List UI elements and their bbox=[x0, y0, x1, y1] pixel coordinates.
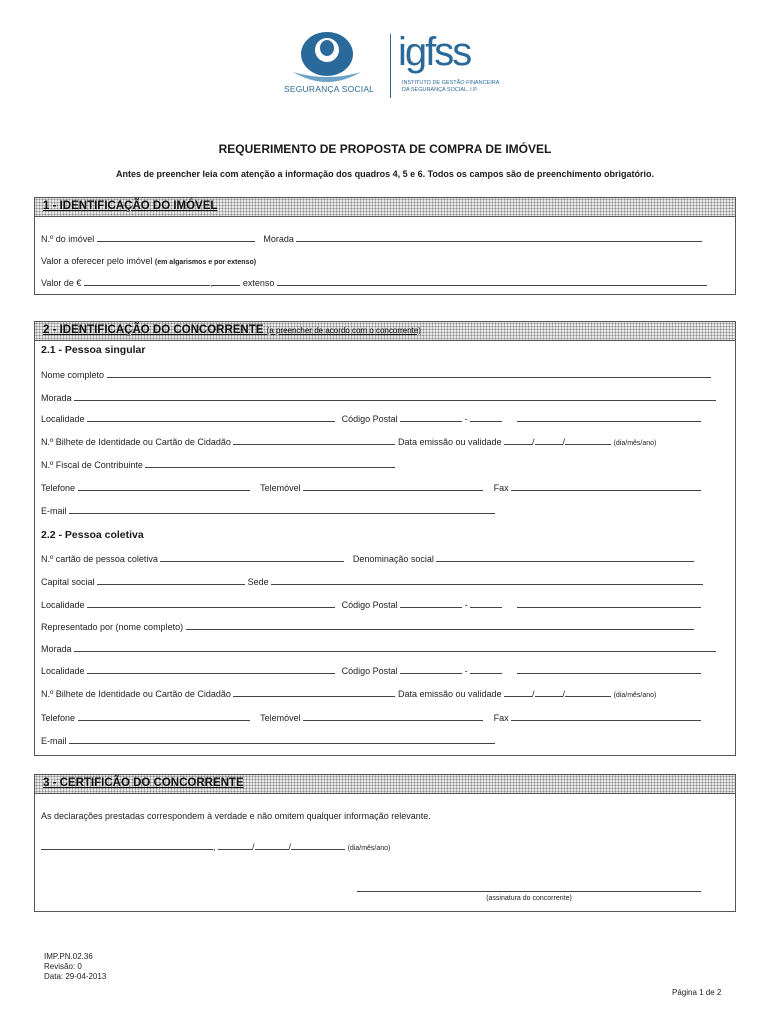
assinatura-line[interactable] bbox=[357, 891, 701, 892]
slash-2: / bbox=[562, 437, 566, 447]
coletiva-cp-field-2[interactable] bbox=[470, 599, 502, 608]
coletiva-dia-mes-ano-hint: (dia/mês/ano) bbox=[613, 692, 657, 699]
singular-morada-label: Morada bbox=[41, 393, 72, 403]
valor-de-label: Valor de € bbox=[41, 278, 82, 288]
coletiva-bi-row bbox=[41, 688, 656, 699]
singular-localidade-label: Localidade bbox=[41, 414, 85, 424]
coletiva-capital-field[interactable] bbox=[97, 576, 245, 585]
coletiva-cp-label: Código Postal bbox=[341, 600, 398, 610]
form-instructions: Antes de preencher leia com atenção a informação dos quadros 4, 5 e 6. Todos os campos são de preenchimento obrigatório. bbox=[116, 169, 654, 179]
valor-row bbox=[41, 277, 707, 288]
form-code: IMP.PN.02.36 bbox=[44, 952, 93, 961]
singular-nome-label: Nome completo bbox=[41, 370, 105, 380]
coletiva-fax-field[interactable] bbox=[511, 712, 701, 721]
coletiva-localidade-label: Localidade bbox=[41, 600, 85, 610]
date-comma: , bbox=[213, 842, 216, 852]
valor-oferecer-note: (em algarismos e por extenso) bbox=[154, 259, 257, 266]
slash-6: / bbox=[288, 842, 292, 852]
instituto-text bbox=[402, 80, 499, 94]
singular-telemovel-label: Telemóvel bbox=[260, 483, 301, 493]
singular-email-row bbox=[41, 505, 495, 516]
coletiva-cartao-label: N.º cartão de pessoa coletiva bbox=[41, 554, 158, 564]
section-1-header bbox=[35, 198, 735, 217]
valor-comma: , bbox=[209, 278, 213, 288]
coletiva-data-mes[interactable] bbox=[535, 688, 563, 697]
singular-email-field[interactable] bbox=[69, 505, 495, 514]
singular-telemovel-field[interactable] bbox=[303, 482, 483, 491]
singular-cp-label: Código Postal bbox=[341, 414, 398, 424]
singular-morada-row bbox=[41, 392, 716, 403]
logo-divider bbox=[390, 34, 391, 98]
section-2-title-text: 2 - IDENTIFICAÇÃO DO CONCORRENTE bbox=[43, 324, 264, 336]
footer-meta bbox=[44, 952, 106, 982]
coletiva-email-label: E-mail bbox=[41, 736, 67, 746]
certificacao-dia-mes-ano-hint: (dia/mês/ano) bbox=[347, 845, 391, 852]
coletiva-cp2-label: Código Postal bbox=[341, 666, 398, 676]
coletiva-localidade2-field[interactable] bbox=[87, 665, 335, 674]
certificacao-dia-field[interactable] bbox=[218, 841, 252, 850]
coletiva-data-label: Data emissão ou validade bbox=[397, 689, 502, 699]
coletiva-sede-label: Sede bbox=[247, 577, 269, 587]
singular-contact-row bbox=[41, 482, 701, 493]
coletiva-capital-row bbox=[41, 576, 703, 587]
singular-bi-label: N.º Bilhete de Identidade ou Cartão de Cidadão bbox=[41, 437, 231, 447]
coletiva-cp2-locality-field[interactable] bbox=[517, 665, 701, 674]
section-2-title bbox=[43, 324, 421, 336]
section-2-header bbox=[35, 322, 735, 341]
coletiva-cartao-row bbox=[41, 553, 694, 564]
coletiva-localidade-row bbox=[41, 599, 701, 610]
singular-cp-locality-field[interactable] bbox=[517, 413, 701, 422]
coletiva-fax-label: Fax bbox=[493, 713, 509, 723]
coletiva-sede-field[interactable] bbox=[271, 576, 703, 585]
coletiva-representado-label: Representado por (nome completo) bbox=[41, 622, 184, 632]
slash-4: / bbox=[562, 689, 566, 699]
seguranca-social-wordmark: SEGURANÇA SOCIAL bbox=[284, 84, 375, 94]
n-imovel-label: N.º do imóvel bbox=[41, 234, 95, 244]
coletiva-cp-locality-field[interactable] bbox=[517, 599, 701, 608]
valor-cents-field[interactable] bbox=[209, 277, 240, 288]
singular-nif-label: N.º Fiscal de Contribuinte bbox=[41, 460, 143, 470]
slash-3: / bbox=[532, 689, 535, 699]
coletiva-denominacao-field[interactable] bbox=[436, 553, 694, 562]
coletiva-telemovel-field[interactable] bbox=[303, 712, 483, 721]
coletiva-email-row bbox=[41, 735, 495, 746]
singular-dia-mes-ano-hint: (dia/mês/ano) bbox=[613, 440, 657, 447]
slash-5: / bbox=[252, 842, 255, 852]
coletiva-data-dia[interactable] bbox=[504, 688, 532, 697]
certificacao-ano-field[interactable] bbox=[288, 841, 345, 852]
section-1-title: 1 - IDENTIFICAÇÃO DO IMÓVEL bbox=[43, 200, 218, 212]
n-imovel-row bbox=[41, 233, 702, 244]
singular-data-mes[interactable] bbox=[535, 436, 563, 445]
extenso-label: extenso bbox=[242, 278, 275, 288]
slash-1: / bbox=[532, 437, 535, 447]
valor-oferecer-row bbox=[41, 256, 256, 266]
coletiva-morada-field[interactable] bbox=[74, 643, 716, 652]
coletiva-localidade2-label: Localidade bbox=[41, 666, 85, 676]
coletiva-cp2-dash: - bbox=[464, 666, 468, 676]
morada-field[interactable] bbox=[296, 233, 702, 242]
coletiva-email-field[interactable] bbox=[69, 735, 495, 744]
singular-bi-field[interactable] bbox=[233, 436, 395, 445]
singular-nif-field[interactable] bbox=[145, 459, 395, 468]
valor-oferecer-label: Valor a oferecer pelo imóvel bbox=[41, 256, 153, 266]
singular-localidade-field[interactable] bbox=[87, 413, 335, 422]
singular-telefone-field[interactable] bbox=[78, 482, 250, 491]
singular-fax-label: Fax bbox=[493, 483, 509, 493]
coletiva-cp-dash: - bbox=[464, 600, 468, 610]
form-data: Data: 29-04-2013 bbox=[44, 972, 107, 981]
singular-data-ano[interactable] bbox=[562, 436, 611, 447]
singular-email-label: E-mail bbox=[41, 506, 67, 516]
coletiva-morada-row bbox=[41, 643, 716, 654]
singular-data-dia[interactable] bbox=[504, 436, 532, 445]
coletiva-localidade-field[interactable] bbox=[87, 599, 335, 608]
certificacao-mes-field[interactable] bbox=[255, 841, 289, 850]
singular-cp-field-2[interactable] bbox=[470, 413, 502, 422]
singular-morada-field[interactable] bbox=[74, 392, 716, 401]
coletiva-cp2-field-1[interactable] bbox=[400, 665, 462, 674]
igfss-wordmark: igfss bbox=[398, 30, 471, 74]
section-3-header bbox=[35, 775, 735, 794]
extenso-field[interactable] bbox=[277, 277, 707, 286]
form-title: REQUERIMENTO DE PROPOSTA DE COMPRA DE IMÓVEL bbox=[218, 142, 552, 156]
section-3-title: 3 - CERTIFICÃO DO CONCORRENTE bbox=[43, 777, 244, 789]
singular-localidade-row bbox=[41, 413, 701, 424]
coletiva-data-ano[interactable] bbox=[562, 688, 611, 699]
pessoa-singular-title: 2.1 - Pessoa singular bbox=[41, 344, 146, 356]
coletiva-cp-field-1[interactable] bbox=[400, 599, 462, 608]
singular-nome-field[interactable] bbox=[107, 369, 711, 378]
certificacao-local-field[interactable] bbox=[41, 841, 213, 850]
assinatura-label: (assinatura do concorrente) bbox=[486, 895, 572, 902]
morada-label: Morada bbox=[263, 234, 294, 244]
coletiva-denominacao-label: Denominação social bbox=[352, 554, 434, 564]
coletiva-localidade2-row bbox=[41, 665, 701, 676]
singular-data-label: Data emissão ou validade bbox=[397, 437, 502, 447]
coletiva-representado-row bbox=[41, 621, 694, 632]
coletiva-telefone-label: Telefone bbox=[41, 713, 76, 723]
singular-cp-field-1[interactable] bbox=[400, 413, 462, 422]
coletiva-contact-row bbox=[41, 712, 701, 723]
n-imovel-field[interactable] bbox=[97, 233, 255, 242]
coletiva-morada-label: Morada bbox=[41, 644, 72, 654]
form-revisao: Revisão: 0 bbox=[44, 962, 82, 971]
page-number: Página 1 de 2 bbox=[672, 988, 722, 997]
coletiva-capital-label: Capital social bbox=[41, 577, 95, 587]
singular-cp-dash: - bbox=[464, 414, 468, 424]
coletiva-bi-label: N.º Bilhete de Identidade ou Cartão de Cidadão bbox=[41, 689, 231, 699]
pessoa-coletiva-title: 2.2 - Pessoa coletiva bbox=[41, 529, 144, 541]
instituto-line-2: DA SEGURANÇA SOCIAL, I.P. bbox=[402, 87, 478, 93]
singular-bi-row bbox=[41, 436, 656, 447]
coletiva-telefone-field[interactable] bbox=[78, 712, 250, 721]
coletiva-cartao-field[interactable] bbox=[160, 553, 344, 562]
instituto-line-1: INSTITUTO DE GESTÃO FINANCEIRA bbox=[402, 80, 500, 86]
coletiva-representado-field[interactable] bbox=[186, 621, 694, 630]
certificacao-date-row bbox=[41, 841, 390, 852]
singular-nif-row bbox=[41, 459, 395, 470]
coletiva-bi-field[interactable] bbox=[233, 688, 395, 697]
valor-algarismos-field[interactable] bbox=[84, 277, 210, 286]
section-2-note: (a preencher de acordo com o concorrente) bbox=[266, 326, 421, 335]
coletiva-telemovel-label: Telemóvel bbox=[260, 713, 301, 723]
declaracao-text: As declarações prestadas correspondem à verdade e não omitem qualquer informação relevante. bbox=[41, 811, 431, 821]
singular-fax-field[interactable] bbox=[511, 482, 701, 491]
coletiva-cp2-field-2[interactable] bbox=[470, 665, 502, 674]
singular-telefone-label: Telefone bbox=[41, 483, 76, 493]
singular-nome-row bbox=[41, 369, 711, 380]
